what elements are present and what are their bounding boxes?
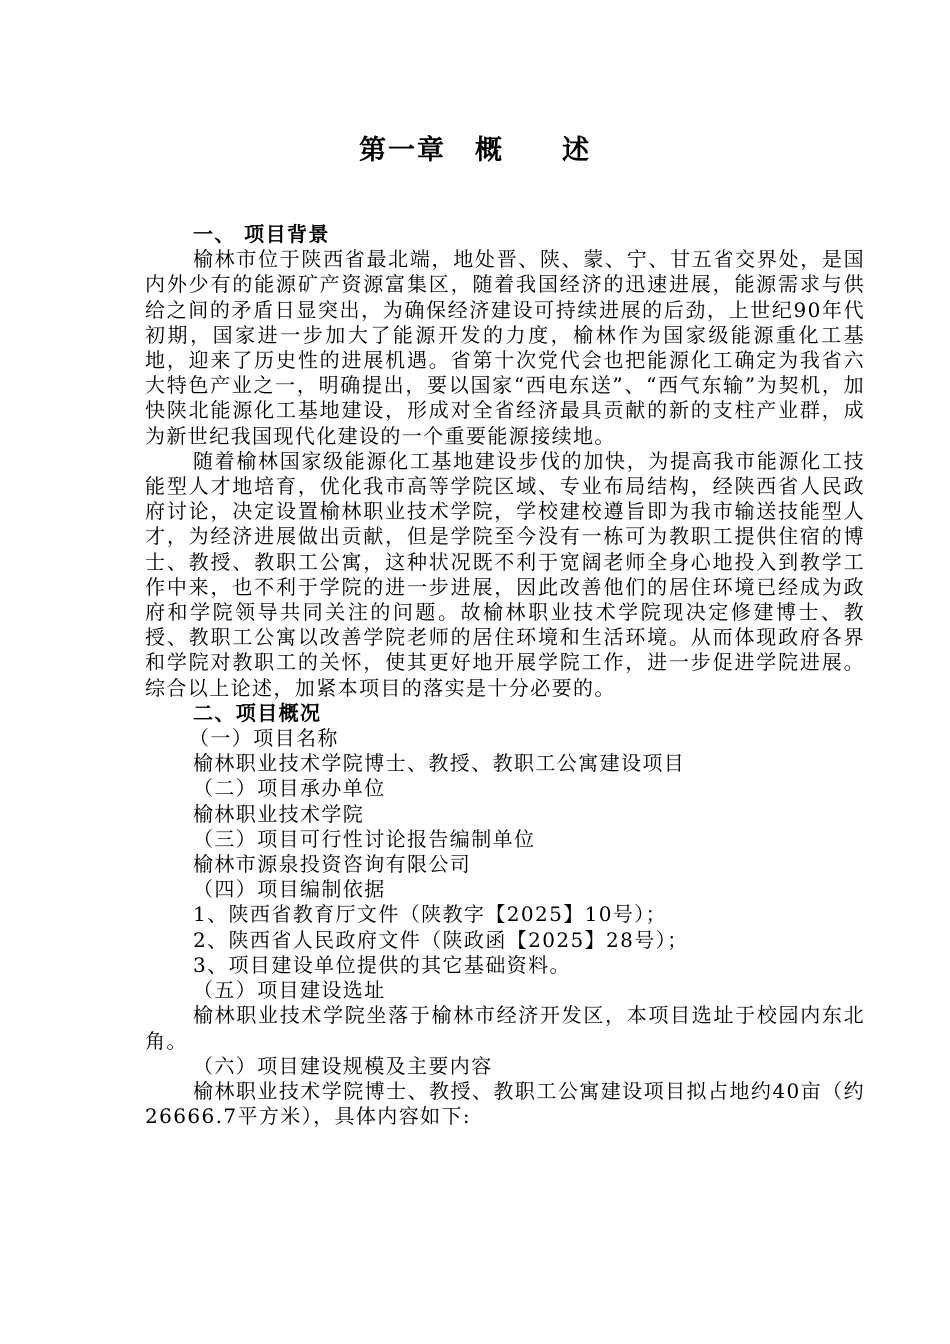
subsection-title-project-name: （一）项目名称 [189,726,339,751]
scale-text: 榆林职业技术学院博士、教授、教职工公寓建设项目拟占地约40亩（约26666.7平方米），具体内容如下: [145,1078,865,1129]
section-heading-overview: 二、项目概况 [193,700,322,725]
background-paragraph-2: 随着榆林国家级能源化工基地建设步伐的加快，为提高我市能源化工技能型人才地培育，优化我市高等学院区域、专业布局结构，经陕西省人民政府讨论，决定设置榆林职业技术学院，学校建校遵旨即为我市输送技能型人才，为经济进展做出贡献，但是学院至今没有一栋可为教职工提供住宿的博士、教授、教职工公寓，这种状况既不利于宽阔老师全身心地投入到教学工作中来，也不利于学院的进一步进展，因此改善他们的居住环境已经成为政府和学院领导共同关注的问题。故榆林职业技术学院现决定修建博士、教授、教职工公寓以改善学院老师的居住环境和生活环境。从而体现政府各界和学院对教职工的关怀，使其更好地开展学院工作，进一步促进学院进展。综合以上论述，加紧本项目的落实是十分必要的。 [145,448,865,700]
basis-item-1: 1、陕西省教育厅文件（陕教字【2025】10号）； [193,902,668,927]
basis-item-3: 3、项目建设单位提供的其它基础资料。 [193,952,571,977]
subsection-title-site: （五）项目建设选址 [193,978,386,1003]
chapter-title: 第一章 概 述 [359,135,591,166]
document-body [145,222,865,1129]
report-author-text: 榆林市源泉投资咨询有限公司 [193,852,472,877]
subsection-title-report-author: （三）项目可行性讨论报告编制单位 [193,826,536,851]
subsection-title-scale: （六）项目建设规模及主要内容 [193,1053,493,1078]
subsection-title-basis: （四）项目编制依据 [193,877,386,902]
organizer-text: 榆林职业技术学院 [193,801,365,826]
site-text: 榆林职业技术学院坐落于榆林市经济开发区，本项目选址于校园内东北角。 [145,1003,865,1053]
subsection-title-organizer: （二）项目承办单位 [193,776,386,801]
section-heading-background: 一、 项目背景 [193,222,330,246]
background-paragraph-1: 榆林市位于陕西省最北端，地处晋、陕、蒙、宁、甘五省交界处，是国内外少有的能源矿产资源富集区，随着我国经济的迅速进展，能源需求与供给之间的矛盾日显突出，为确保经济建设可持续进展的后劲，上世纪90年代初期，国家进一步加大了能源开发的力度，榆林作为国家级能源重化工基地，迎来了历史性的进展机遇。省第十次党代会也把能源化工确定为我省六大特色产业之一，明确提出，要以国家“西电东送”、“西气东输”为契机，加快陕北能源化工基地建设，形成对全省经济最具贡献的新的支柱产业群，成为新世纪我国现代化建设的一个重要能源接续地。 [145,247,865,448]
project-name-text: 榆林职业技术学院博士、教授、教职工公寓建设项目 [193,751,686,776]
basis-item-2: 2、陕西省人民政府文件（陕政函【2025】28号）； [193,927,689,952]
